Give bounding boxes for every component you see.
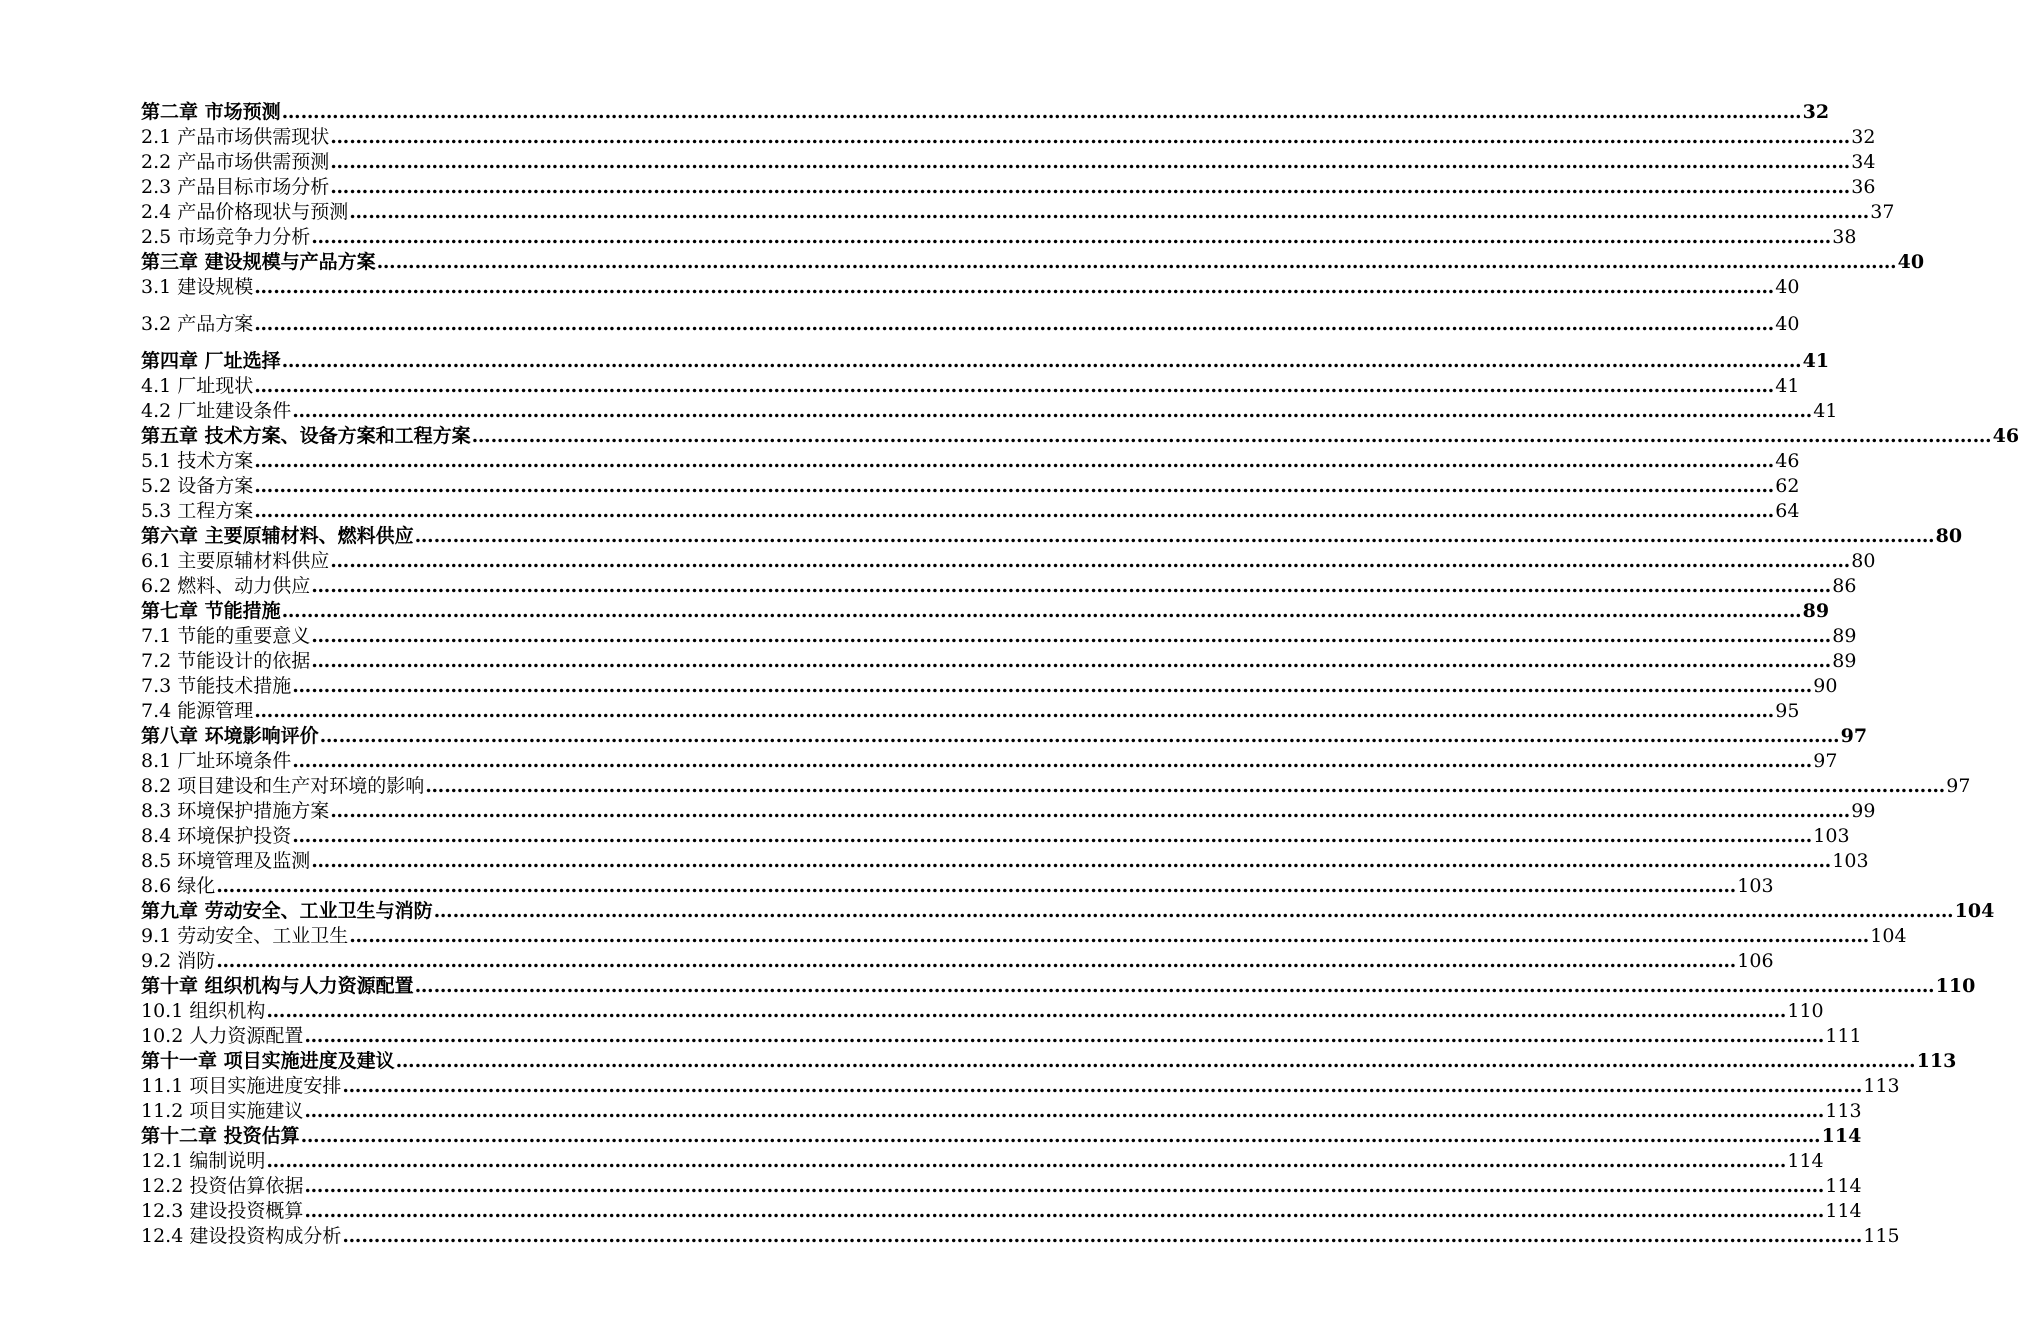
toc-page-number: 89 [1832,625,1857,647]
toc-section-entry[interactable] [141,175,1876,199]
toc-dot-leader: …………………………………………………………………………………………………………………………………………………………………………………………………………………… [425,775,1946,797]
toc-dot-leader: …………………………………………………………………………………………………………………………………………………………………………………………………………………… [304,1100,1825,1122]
toc-entry-title: 12.2 投资估算依据 [141,1175,304,1197]
toc-section-entry[interactable] [141,1024,1862,1048]
toc-page-number: 106 [1737,950,1774,972]
toc-section-entry[interactable] [141,1199,1862,1223]
toc-page-number: 111 [1825,1025,1862,1047]
toc-dot-leader: …………………………………………………………………………………………………………………………………………………………………………………………………………………… [292,675,1813,697]
toc-entry-title: 4.1 厂址现状 [141,375,254,397]
toc-page-number: 46 [1992,425,2019,447]
toc-page-number: 90 [1813,675,1838,697]
toc-entry-title: 2.2 产品市场供需预测 [141,151,330,173]
toc-page-number: 64 [1775,500,1800,522]
toc-section-entry[interactable] [141,1149,1824,1173]
toc-entry-title: 2.1 产品市场供需现状 [141,126,330,148]
toc-chapter-entry[interactable] [141,349,1830,373]
toc-section-entry[interactable] [141,1174,1862,1198]
toc-entry-title: 12.1 编制说明 [141,1150,266,1172]
toc-dot-leader: …………………………………………………………………………………………………………………………………………………………………………………………………………………… [330,126,1851,148]
toc-section-entry[interactable] [141,1074,1900,1098]
toc-section-entry[interactable] [141,574,1857,598]
toc-dot-leader: …………………………………………………………………………………………………………………………………………………………………………………………………………………… [300,1125,1821,1147]
toc-entry-title: 第八章 环境影响评价 [141,725,319,747]
toc-dot-leader: …………………………………………………………………………………………………………………………………………………………………………………………………………………… [254,700,1775,722]
toc-dot-leader: …………………………………………………………………………………………………………………………………………………………………………………………………………………… [254,375,1775,397]
toc-page-number: 40 [1897,251,1925,273]
toc-page-number: 114 [1821,1125,1862,1147]
toc-entry-title: 8.1 厂址环境条件 [141,750,292,772]
toc-section-entry[interactable] [141,924,1907,948]
toc-page-number: 62 [1775,475,1800,497]
toc-page-number: 40 [1775,313,1800,335]
toc-page-number: 114 [1825,1175,1862,1197]
toc-chapter-entry[interactable] [141,100,1830,124]
toc-entry-title: 2.5 市场竞争力分析 [141,226,311,248]
toc-entry-title: 第二章 市场预测 [141,101,281,123]
toc-entry-title: 第九章 劳动安全、工业卫生与消防 [141,900,433,922]
toc-entry-title: 11.2 项目实施建议 [141,1100,304,1122]
toc-section-entry[interactable] [141,499,1800,523]
toc-chapter-entry[interactable] [141,974,1976,998]
toc-dot-leader: …………………………………………………………………………………………………………………………………………………………………………………………………………………… [342,1075,1863,1097]
toc-page-number: 40 [1775,276,1800,298]
toc-page-number: 104 [1870,925,1907,947]
toc-page-number: 97 [1813,750,1838,772]
toc-page-number: 103 [1832,850,1869,872]
toc-section-entry[interactable] [141,549,1876,573]
toc-section-entry[interactable] [141,399,1838,423]
toc-page-number: 113 [1916,1050,1957,1072]
toc-chapter-entry[interactable] [141,599,1830,623]
toc-dot-leader: …………………………………………………………………………………………………………………………………………………………………………………………………………………… [216,950,1737,972]
toc-entry-title: 8.5 环境管理及监测 [141,850,311,872]
toc-section-entry[interactable] [141,874,1774,898]
toc-dot-leader: …………………………………………………………………………………………………………………………………………………………………………………………………………………… [395,1050,1916,1072]
toc-entry-title: 第四章 厂址选择 [141,350,281,372]
toc-page-number: 37 [1870,201,1895,223]
toc-section-entry[interactable] [141,200,1895,224]
toc-page-number: 41 [1775,375,1800,397]
toc-dot-leader: …………………………………………………………………………………………………………………………………………………………………………………………………………………… [281,101,1802,123]
toc-chapter-entry[interactable] [141,1049,1957,1073]
toc-page-number: 110 [1935,975,1976,997]
toc-entry-title: 第七章 节能措施 [141,600,281,622]
toc-entry-title: 9.2 消防 [141,950,216,972]
toc-page-number: 41 [1802,350,1830,372]
toc-page-number: 80 [1935,525,1963,547]
toc-section-entry[interactable] [141,824,1850,848]
toc-entry-title: 3.1 建设规模 [141,276,254,298]
toc-section-entry[interactable] [141,624,1857,648]
toc-entry-title: 5.3 工程方案 [141,500,254,522]
toc-chapter-entry[interactable] [141,724,1868,748]
toc-page-number: 80 [1851,550,1876,572]
toc-page-number: 32 [1851,126,1876,148]
toc-page-number: 103 [1737,875,1774,897]
toc-dot-leader: …………………………………………………………………………………………………………………………………………………………………………………………………………………… [292,825,1813,847]
toc-entry-title: 12.3 建设投资概算 [141,1200,304,1222]
toc-dot-leader: …………………………………………………………………………………………………………………………………………………………………………………………………………………… [311,650,1832,672]
toc-page-number: 113 [1863,1075,1900,1097]
toc-section-entry[interactable] [141,1224,1900,1248]
toc-page-number: 86 [1832,575,1857,597]
toc-entry-title: 第十二章 投资估算 [141,1125,300,1147]
toc-page-number: 110 [1787,1000,1824,1022]
toc-entry-title: 10.1 组织机构 [141,1000,266,1022]
toc-section-entry[interactable] [141,449,1800,473]
toc-page-number: 46 [1775,450,1800,472]
toc-section-entry[interactable] [141,312,1800,336]
toc-page-number: 97 [1946,775,1971,797]
toc-dot-leader: …………………………………………………………………………………………………………………………………………………………………………………………………………………… [376,251,1897,273]
toc-dot-leader: …………………………………………………………………………………………………………………………………………………………………………………………………………………… [281,350,1802,372]
toc-entry-title: 12.4 建设投资构成分析 [141,1225,342,1247]
toc-entry-title: 7.1 节能的重要意义 [141,625,311,647]
toc-dot-leader: …………………………………………………………………………………………………………………………………………………………………………………………………………………… [304,1175,1825,1197]
toc-section-entry[interactable] [141,150,1876,174]
toc-page-number: 38 [1832,226,1857,248]
toc-dot-leader: …………………………………………………………………………………………………………………………………………………………………………………………………………………… [330,176,1851,198]
toc-chapter-entry[interactable] [141,899,1995,923]
toc-dot-leader: …………………………………………………………………………………………………………………………………………………………………………………………………………………… [330,550,1851,572]
toc-page-number: 104 [1954,900,1995,922]
toc-dot-leader: …………………………………………………………………………………………………………………………………………………………………………………………………………………… [319,725,1840,747]
toc-page-number: 99 [1851,800,1876,822]
toc-dot-leader: …………………………………………………………………………………………………………………………………………………………………………………………………………………… [254,450,1775,472]
toc-dot-leader: …………………………………………………………………………………………………………………………………………………………………………………………………………………… [292,400,1813,422]
toc-section-entry[interactable] [141,749,1838,773]
toc-chapter-entry[interactable] [141,250,1925,274]
toc-dot-leader: …………………………………………………………………………………………………………………………………………………………………………………………………………………… [349,925,1870,947]
toc-dot-leader: …………………………………………………………………………………………………………………………………………………………………………………………………………………… [304,1025,1825,1047]
toc-page-number: 114 [1825,1200,1862,1222]
toc-entry-title: 11.1 项目实施进度安排 [141,1075,342,1097]
toc-entry-title: 第五章 技术方案、设备方案和工程方案 [141,425,471,447]
toc-section-entry[interactable] [141,849,1869,873]
toc-dot-leader: …………………………………………………………………………………………………………………………………………………………………………………………………………………… [254,500,1775,522]
toc-section-entry[interactable] [141,999,1824,1023]
toc-page-number: 103 [1813,825,1850,847]
toc-entry-title: 8.4 环境保护投资 [141,825,292,847]
toc-page-number: 97 [1840,725,1868,747]
toc-dot-leader: …………………………………………………………………………………………………………………………………………………………………………………………………………………… [330,800,1851,822]
toc-dot-leader: …………………………………………………………………………………………………………………………………………………………………………………………………………………… [433,900,1954,922]
toc-page-number: 114 [1787,1150,1824,1172]
toc-section-entry[interactable] [141,374,1800,398]
toc-page-number: 115 [1863,1225,1900,1247]
toc-chapter-entry[interactable] [141,524,1963,548]
toc-entry-title: 8.6 绿化 [141,875,216,897]
toc-page-number: 36 [1851,176,1876,198]
toc-entry-title: 8.3 环境保护措施方案 [141,800,330,822]
toc-dot-leader: …………………………………………………………………………………………………………………………………………………………………………………………………………………… [342,1225,1863,1247]
toc-page-number: 41 [1813,400,1838,422]
toc-entry-title: 第六章 主要原辅材料、燃料供应 [141,525,414,547]
toc-page-number: 113 [1825,1100,1862,1122]
toc-chapter-entry[interactable] [141,1124,1862,1148]
toc-page-number: 34 [1851,151,1876,173]
toc-dot-leader: …………………………………………………………………………………………………………………………………………………………………………………………………………………… [292,750,1813,772]
toc-page-number: 89 [1832,650,1857,672]
toc-section-entry[interactable] [141,275,1800,299]
toc-dot-leader: …………………………………………………………………………………………………………………………………………………………………………………………………………………… [330,151,1851,173]
toc-dot-leader: …………………………………………………………………………………………………………………………………………………………………………………………………………………… [311,625,1832,647]
toc-dot-leader: …………………………………………………………………………………………………………………………………………………………………………………………………………………… [216,875,1737,897]
toc-entry-title: 5.2 设备方案 [141,475,254,497]
toc-entry-title: 9.1 劳动安全、工业卫生 [141,925,349,947]
toc-entry-title: 第三章 建设规模与产品方案 [141,251,376,273]
toc-dot-leader: …………………………………………………………………………………………………………………………………………………………………………………………………………………… [254,313,1775,335]
toc-entry-title: 6.2 燃料、动力供应 [141,575,311,597]
toc-entry-title: 2.4 产品价格现状与预测 [141,201,349,223]
toc-section-entry[interactable] [141,674,1838,698]
toc-dot-leader: …………………………………………………………………………………………………………………………………………………………………………………………………………………… [311,850,1832,872]
toc-entry-title: 5.1 技术方案 [141,450,254,472]
toc-entry-title: 4.2 厂址建设条件 [141,400,292,422]
toc-section-entry[interactable] [141,1099,1862,1123]
toc-dot-leader: …………………………………………………………………………………………………………………………………………………………………………………………………………………… [266,1000,1787,1022]
toc-page-number: 89 [1802,600,1830,622]
toc-entry-title: 7.2 节能设计的依据 [141,650,311,672]
toc-section-entry[interactable] [141,125,1876,149]
toc-entry-title: 3.2 产品方案 [141,313,254,335]
toc-entry-title: 6.1 主要原辅材料供应 [141,550,330,572]
toc-section-entry[interactable] [141,649,1857,673]
toc-dot-leader: …………………………………………………………………………………………………………………………………………………………………………………………………………………… [414,525,1935,547]
toc-dot-leader: …………………………………………………………………………………………………………………………………………………………………………………………………………………… [266,1150,1787,1172]
toc-section-entry[interactable] [141,949,1774,973]
toc-section-entry[interactable] [141,225,1857,249]
toc-dot-leader: …………………………………………………………………………………………………………………………………………………………………………………………………………………… [414,975,1935,997]
toc-dot-leader: …………………………………………………………………………………………………………………………………………………………………………………………………………………… [349,201,1870,223]
toc-dot-leader: …………………………………………………………………………………………………………………………………………………………………………………………………………………… [311,226,1832,248]
toc-dot-leader: …………………………………………………………………………………………………………………………………………………………………………………………………………………… [311,575,1832,597]
toc-page-number: 95 [1775,700,1800,722]
toc-entry-title: 10.2 人力资源配置 [141,1025,304,1047]
toc-section-entry[interactable] [141,774,1971,798]
toc-entry-title: 第十一章 项目实施进度及建议 [141,1050,395,1072]
toc-section-entry[interactable] [141,474,1800,498]
toc-entry-title: 7.3 节能技术措施 [141,675,292,697]
toc-entry-title: 2.3 产品目标市场分析 [141,176,330,198]
toc-dot-leader: …………………………………………………………………………………………………………………………………………………………………………………………………………………… [281,600,1802,622]
toc-dot-leader: …………………………………………………………………………………………………………………………………………………………………………………………………………………… [254,276,1775,298]
toc-section-entry[interactable] [141,699,1800,723]
toc-dot-leader: …………………………………………………………………………………………………………………………………………………………………………………………………………………… [471,425,1992,447]
toc-section-entry[interactable] [141,799,1876,823]
toc-entry-title: 7.4 能源管理 [141,700,254,722]
toc-dot-leader: …………………………………………………………………………………………………………………………………………………………………………………………………………………… [304,1200,1825,1222]
toc-chapter-entry[interactable] [141,424,2019,448]
toc-entry-title: 8.2 项目建设和生产对环境的影响 [141,775,425,797]
toc-entry-title: 第十章 组织机构与人力资源配置 [141,975,414,997]
toc-dot-leader: …………………………………………………………………………………………………………………………………………………………………………………………………………………… [254,475,1775,497]
toc-page-number: 32 [1802,101,1830,123]
